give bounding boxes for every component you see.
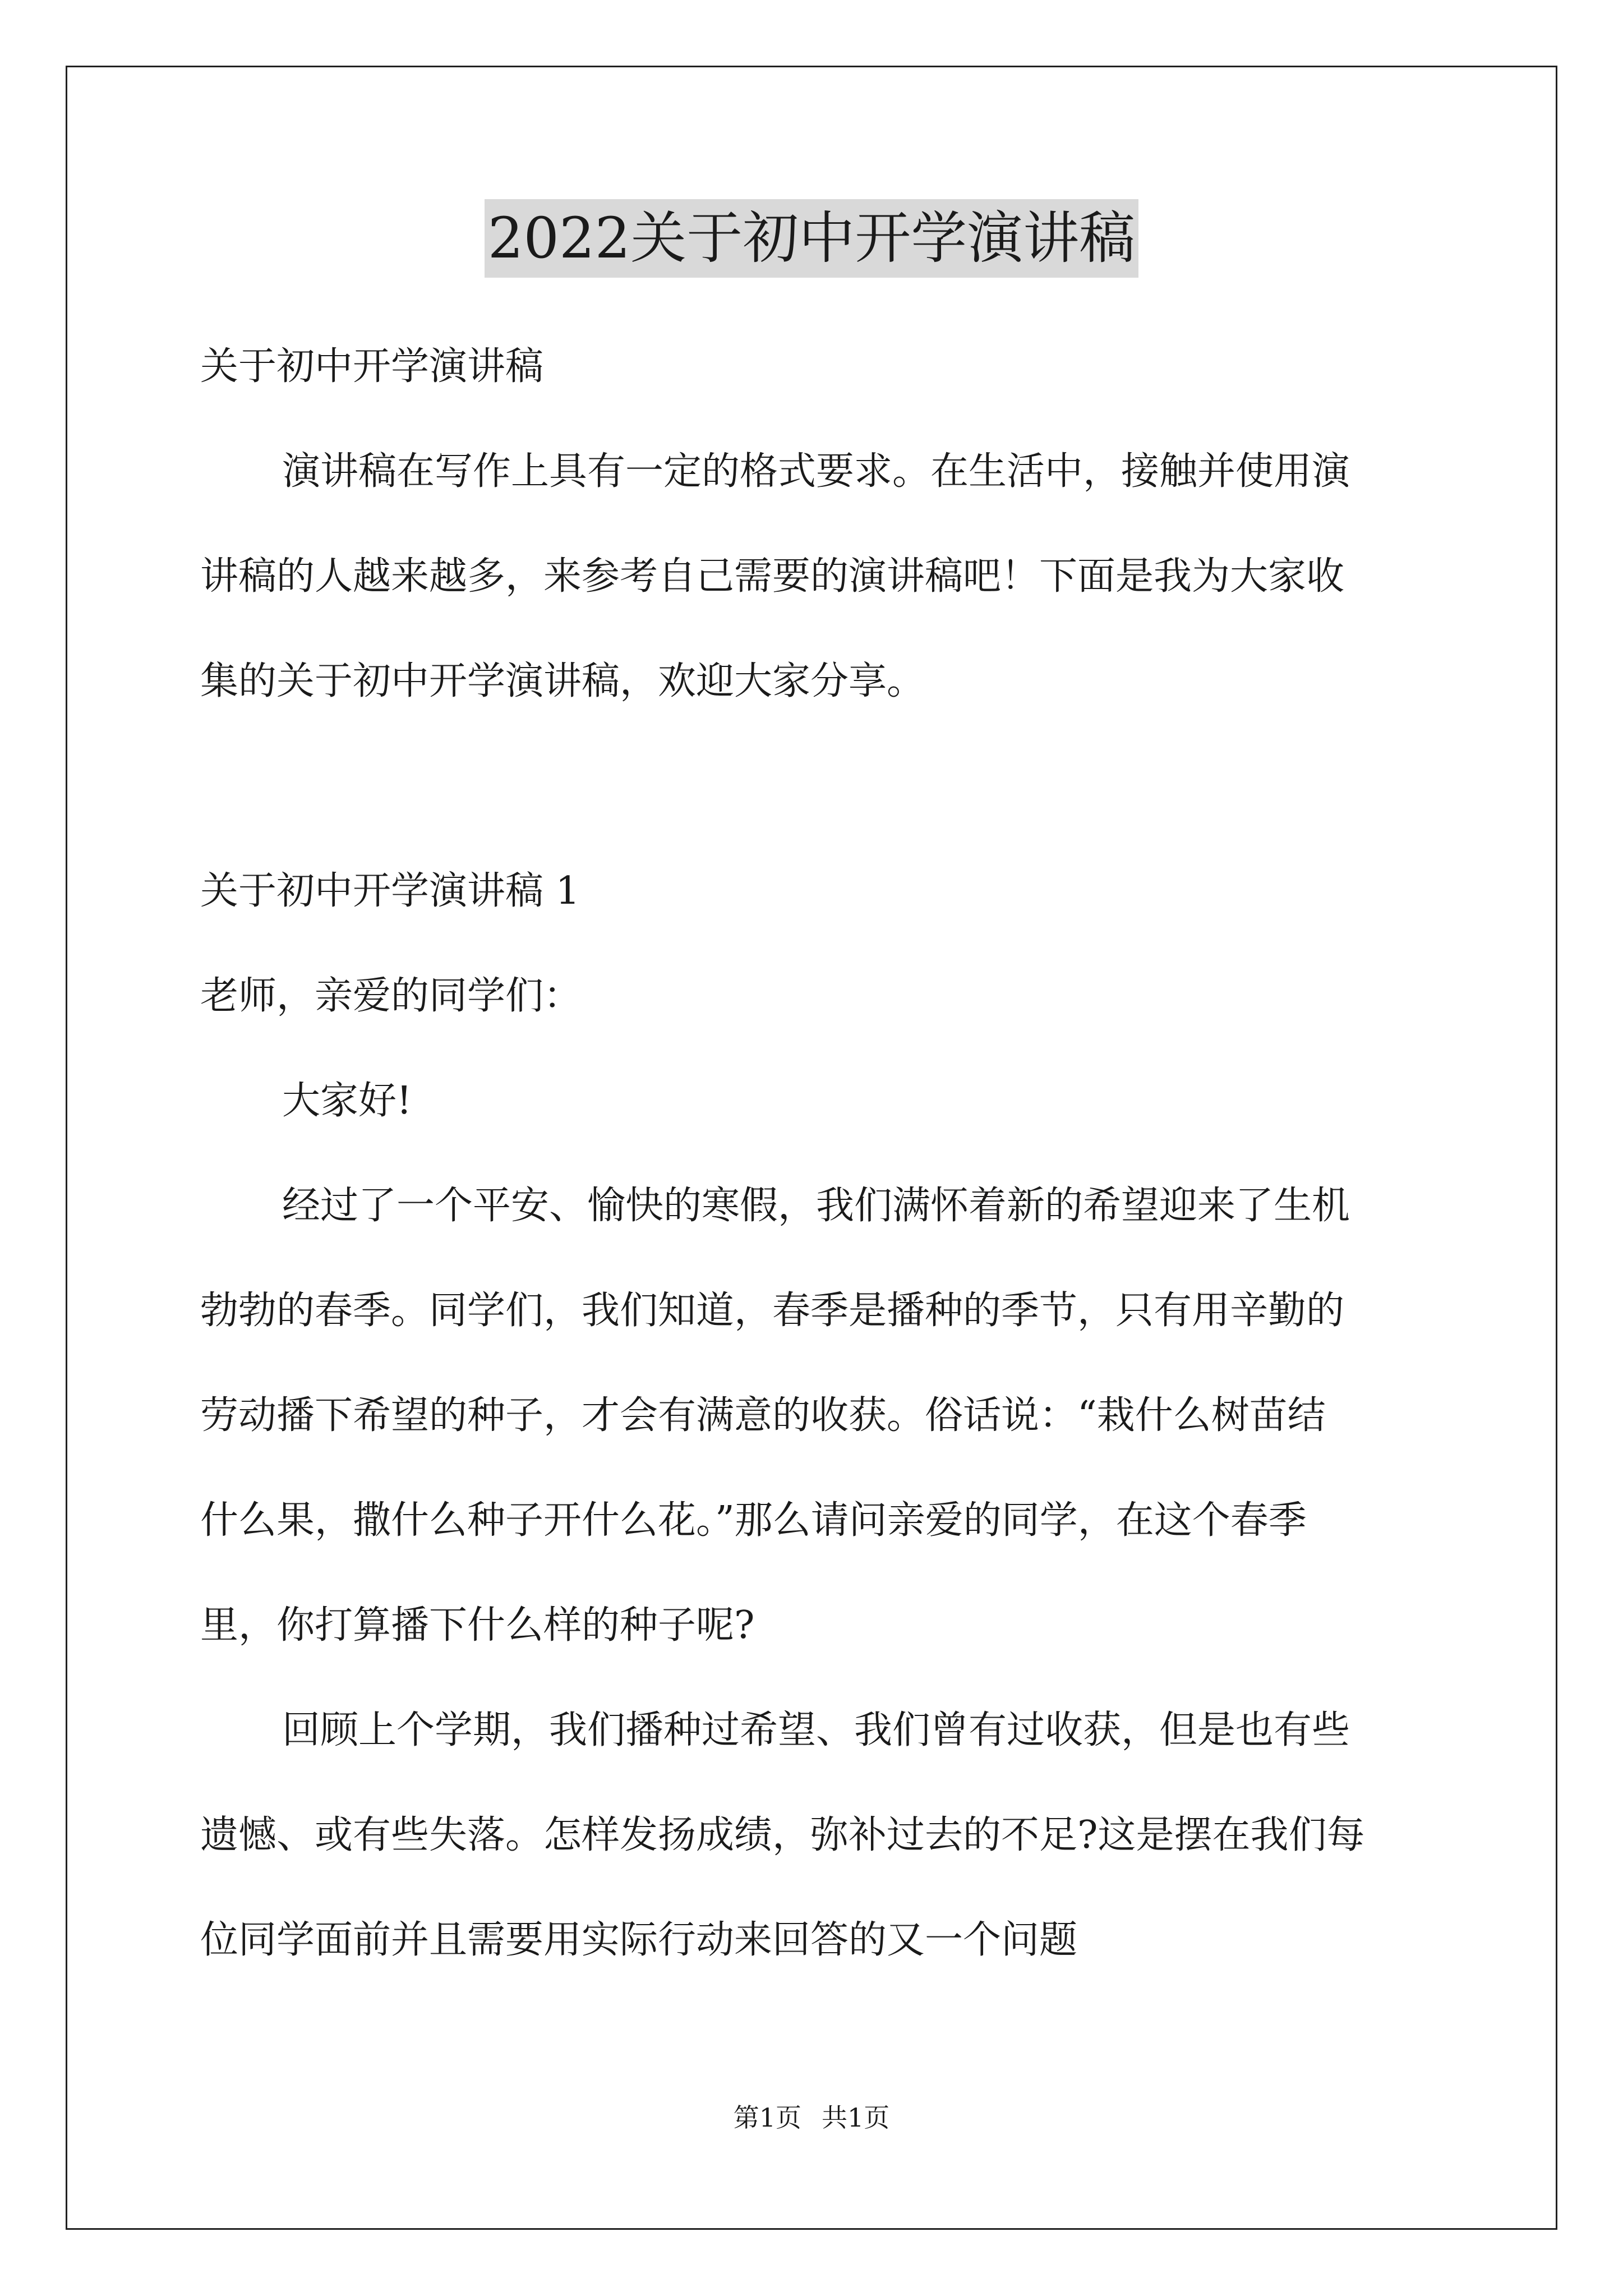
text-line: 大家好! [282,1079,412,1123]
page-footer [0,2101,1623,2134]
document-body [200,314,1434,1993]
text-line: 老师，亲爱的同学们： [200,974,582,1018]
text-line: 演讲稿在写作上具有一定的格式要求。在生活中，接触并使用演 [282,449,1350,494]
title-container [0,199,1623,278]
text-line: 勃勃的春季。同学们，我们知道，春季是播种的季节，只有用辛勤的 [200,1289,1345,1333]
text-line: 关于初中开学演讲稿 1 [200,869,580,913]
text-line: 经过了一个平安、愉快的寒假，我们满怀着新的希望迎来了生机 [282,1184,1350,1228]
text-line: 关于初中开学演讲稿 [200,344,544,389]
page-number: 第1页 [733,2102,801,2133]
text-line: 什么果，撒什么种子开什么花。”那么请问亲爱的同学，在这个春季 [200,1498,1307,1543]
page-total: 共1页 [822,2102,890,2133]
text-line: 回顾上个学期，我们播种过希望、我们曾有过收获，但是也有些 [282,1708,1350,1752]
text-line: 讲稿的人越来越多，来参考自己需要的演讲稿吧！下面是我为大家收 [200,554,1345,599]
text-line: 遗憾、或有些失落。怎样发扬成绩，弥补过去的不足?这是摆在我们每 [200,1813,1365,1857]
document-title: 2022关于初中开学演讲稿 [485,199,1139,278]
text-line: 集的关于初中开学演讲稿，欢迎大家分享。 [200,659,925,703]
text-line: 位同学面前并且需要用实际行动来回答的又一个问题 [200,1918,1078,1962]
text-line: 里，你打算播下什么样的种子呢? [200,1603,755,1648]
text-line: 劳动播下希望的种子，才会有满意的收获。俗话说：“栽什么树苗结 [200,1393,1326,1438]
blank-line [200,734,1434,839]
